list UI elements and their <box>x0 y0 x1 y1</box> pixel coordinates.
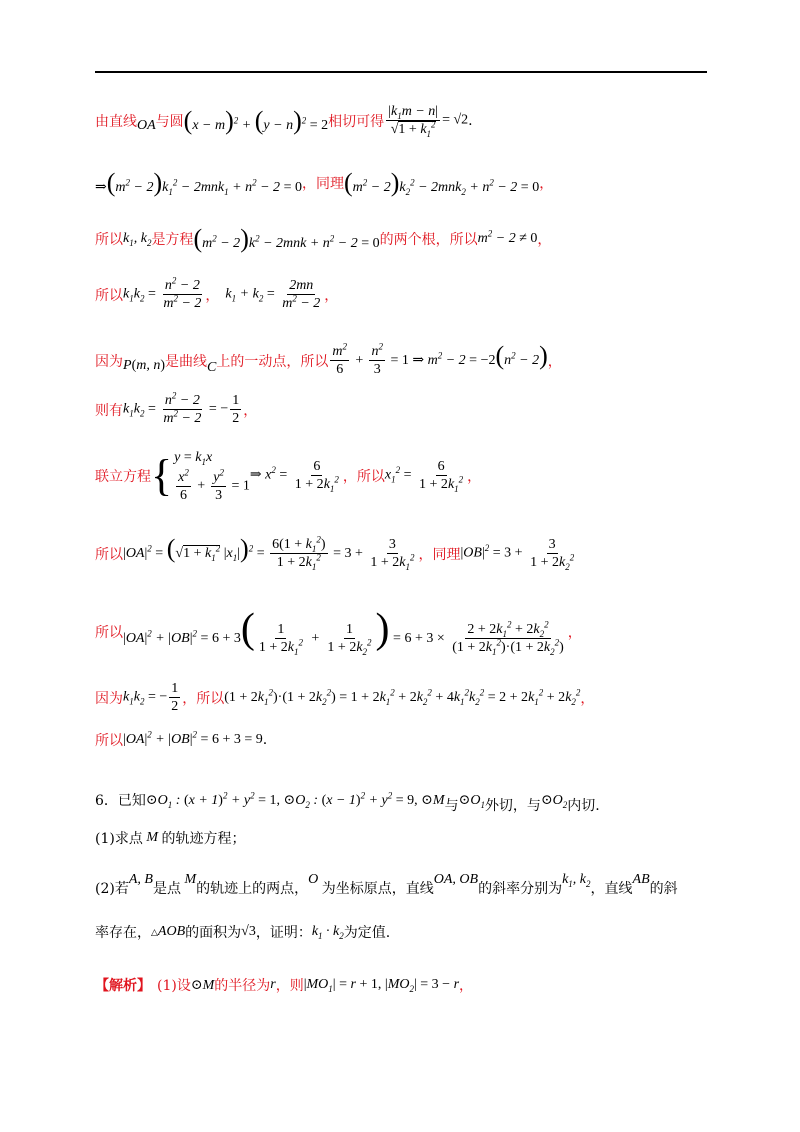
text: 率存在， <box>95 925 151 941</box>
text: (1)设 <box>157 978 191 994</box>
text: 的两个根，所以 <box>379 232 478 248</box>
math: $⊙O_1$ : $(x + 1)^2 + y^2 = 1$, $⊙O_2$ : $(x - 1)^2 + y^2 = 9$, ⊙M <box>145 789 445 810</box>
text: 的斜 <box>649 881 678 897</box>
text: 的轨迹上的两点， <box>196 881 309 897</box>
math: A, B <box>128 872 153 887</box>
math: OA, OB <box>433 872 479 887</box>
math: M <box>180 872 197 887</box>
text: 所以 <box>95 546 123 563</box>
math: O <box>308 872 322 887</box>
math: $⊙O_1$ <box>458 792 485 810</box>
text: ，则 <box>275 978 304 994</box>
solution-line-7: 联立方程 { $y = k_1x$ $\frac{x^2}{6}$ + $\frac{y^2}{3}$ = 1 ⇒ $x^2$ = $\frac{6}{1 + 2k_1^2}$ ，所以 $x_1^2$ = $\frac{6}{1 + 2k_1^2}$ ， <box>95 447 710 504</box>
text: 则有 <box>95 402 123 419</box>
text: 的半径为 <box>214 978 271 994</box>
text: 是点 <box>152 881 181 897</box>
text: 的斜率分别为 <box>478 881 563 897</box>
text: 上的一动点，所以 <box>216 353 329 370</box>
math: $\Rightarrow(m^2 - 2)k_1^2 - 2mnk_1 + n^2 - 2 = 0$ <box>95 168 302 197</box>
question-2 <box>95 862 710 898</box>
text: 与圆 <box>155 113 184 130</box>
math: $k_1k_2$ = $\frac{n^2 - 2}{m^2 - 2}$ = − $\frac{1}{2}$ <box>123 390 240 426</box>
header-rule <box>95 71 707 73</box>
math: ⇒ $x^2$ = $\frac{6}{1 + 2k_1^2}$ <box>249 459 339 494</box>
solution-line-2: $\Rightarrow(m^2 - 2)k_1^2 - 2mnk_1 + n^2 - 2 = 0$ ，同理 $(m^2 - 2)k_2^2 - 2mnk_2 + n^2 - 2 = 0$ ， <box>95 168 554 197</box>
math: $m^2 - 2 \ne 0$ <box>477 228 538 246</box>
text: 因为 <box>95 690 123 707</box>
text: 为坐标原点，直线 <box>321 881 434 897</box>
math: $|OA|^2 = (√1 + k_1^2$ $|x_1|)^2$ = $\frac{6(1 + k_1^2)}{1 + 2k_1^2}$ = 3 + $\frac{3}{1 + 2k_1^2}$ <box>123 534 415 573</box>
question-2-cont <box>95 922 710 942</box>
text: ，直线 <box>590 881 633 897</box>
math: AB <box>632 872 650 887</box>
solution-line-4: 所以 $k_1k_2$ = $\frac{n^2 - 2}{m^2 - 2}$ ， $k_1 + k_2$ = $\frac{2mn}{m^2 - 2}$ ， <box>95 275 339 311</box>
text: 是曲线 <box>165 353 208 370</box>
text: ，证明： <box>255 925 312 941</box>
math: $|OA|^2 + |OB|^2 = 6 + 3 = 9$ <box>123 729 263 747</box>
text: 外切，与 <box>484 798 541 814</box>
math: OA <box>137 117 156 133</box>
math: M <box>142 830 162 845</box>
text: 内切. <box>567 798 600 814</box>
text: ，同理 <box>418 546 461 563</box>
system-of-equations: { $y = k_1x$ $\frac{x^2}{6}$ + $\frac{y^2}{3}$ = 1 <box>151 450 250 503</box>
text: 为定值. <box>343 925 391 941</box>
math: $x_1^2$ = $\frac{6}{1 + 2k_1^2}$ <box>384 459 464 494</box>
text: 的轨迹方程； <box>161 831 246 847</box>
text: ，所以 <box>342 468 385 485</box>
text: 所以 <box>95 625 123 642</box>
solution-line-10: 因为 $k_1k_2$ = − $\frac{1}{2}$ ，所以 $(1 + 2k_1^2)\cdot(1 + 2k_2^2) = 1 + 2k_1^2 + 2k_2^2 + 4k_1^2k_2^2 = 2 + 2k_1^2 + 2k_2^2$ ， <box>95 681 595 714</box>
math: $\frac{|k_1m - n|}{√1 + k_1^2}$ = √2 <box>388 104 469 139</box>
math: $(x - m)^2 + (y - n)^2 = 2$ <box>183 105 329 135</box>
text: 由直线 <box>95 113 137 130</box>
math: $\frac{m^2}{6}$ + $\frac{n^2}{3}$ = 1 ⇒ $m^2 - 2 = -2(n^2 - 2)$ <box>332 341 548 378</box>
solution-line-8 <box>95 536 710 571</box>
analysis-line: 【解析】 (1)设 ⊙M 的半径为 r ，则 $|MO_1| = r + 1$, $|MO_2| = 3 - r$ ， <box>95 977 474 994</box>
math: $k_1k_2$ = − $\frac{1}{2}$ <box>123 681 179 714</box>
text: (1)求点 <box>95 831 143 847</box>
solution-line-5: 因为 P(m, n) 是曲线 C 上的一动点，所以 $\frac{m^2}{6}$ + $\frac{n^2}{3}$ = 1 ⇒ $m^2 - 2 = -2(n^2 - 2)$ ， <box>95 341 562 378</box>
text: ，所以 <box>182 690 225 707</box>
text: 所以 <box>95 232 123 248</box>
question-1 <box>95 828 710 848</box>
solution-line-9: 所以 $|OA|^2 + |OB|^2 = 6 + 3$( $\frac{1}{1 + 2k_1^2}$ + $\frac{1}{1 + 2k_2^2}$ ) = 6 + 3 × $\frac{2 + 2k_1^2 + 2k_2^2}{(1 + 2k_1^2)\cdot(1 + 2k_2^2)}$ ， <box>95 606 582 658</box>
solution-line-6: 则有 $k_1k_2$ = $\frac{n^2 - 2}{m^2 - 2}$ = − $\frac{1}{2}$ ， <box>95 390 258 426</box>
math: $k_1 + k_2$ = $\frac{2mn}{m^2 - 2}$ <box>225 278 321 311</box>
math: $|MO_1| = r + 1$, $|MO_2| = 3 - r$ <box>303 977 460 994</box>
text: (2)若 <box>95 881 129 897</box>
math: ⊙M <box>190 977 215 993</box>
math: r <box>270 977 276 992</box>
problem-6-statement <box>95 785 710 815</box>
text: 与 <box>444 798 459 814</box>
math: $k_1$, $k_2$ <box>562 872 591 889</box>
text: 所以 <box>95 287 123 304</box>
math: $k_1k_2$ = $\frac{n^2 - 2}{m^2 - 2}$ <box>123 275 202 311</box>
math: $k_1$, $k_2$ <box>123 231 152 248</box>
math: $⊙O_2$ <box>540 792 568 810</box>
problem-number: 6．已知 <box>95 793 146 809</box>
text: 所以 <box>95 733 123 749</box>
math: $(m^2 - 2)k_2^2 - 2mnk_2 + n^2 - 2 = 0$ <box>343 168 540 197</box>
math: $(1 + 2k_1^2)\cdot(1 + 2k_2^2) = 1 + 2k_1^2 + 2k_2^2 + 4k_1^2k_2^2 = 2 + 2k_1^2 + 2k_2^2$ <box>224 686 581 707</box>
text: 相切可得 <box>328 113 385 130</box>
math: △AOB <box>151 924 186 939</box>
math: √3 <box>241 924 256 939</box>
text: 是方程 <box>151 232 194 248</box>
math: C <box>207 359 217 375</box>
analysis-tag: 【解析】 <box>95 978 151 994</box>
math: $k_1 \cdot k_2$ <box>311 924 344 941</box>
text: ，同理 <box>301 176 344 192</box>
math: P(m, n) <box>123 357 166 373</box>
text: 联立方程 <box>95 468 151 485</box>
solution-line-11: 所以 $|OA|^2 + |OB|^2 = 6 + 3 = 9$ . <box>95 729 268 749</box>
math: $|OB|^2 = 3$ + $\frac{3}{1 + 2k_2^2}$ <box>460 537 575 572</box>
solution-line-1: 由直线 OA 与圆 $(x - m)^2 + (y - n)^2 = 2$ 相切可得 $\frac{|k_1m - n|}{√1 + k_1^2}$ = √2 . <box>95 104 473 139</box>
text: 的面积为 <box>185 925 242 941</box>
math: $(m^2 - 2)k^2 - 2mnk + n^2 - 2 = 0$ <box>193 224 380 253</box>
solution-line-3: 所以 $k_1$, $k_2$ 是方程 $(m^2 - 2)k^2 - 2mnk + n^2 - 2 = 0$ 的两个根，所以 $m^2 - 2 \ne 0$ ， <box>95 224 552 253</box>
text: 因为 <box>95 353 123 370</box>
math: $|OA|^2 + |OB|^2 = 6 + 3$( $\frac{1}{1 + 2k_1^2}$ + $\frac{1}{1 + 2k_2^2}$ ) = 6 + 3 × $\frac{2 + 2k_1^2 + 2k_2^2}{(1 + 2k_1^2)\cdot(1 + 2k_2^2)}$ <box>123 606 564 658</box>
